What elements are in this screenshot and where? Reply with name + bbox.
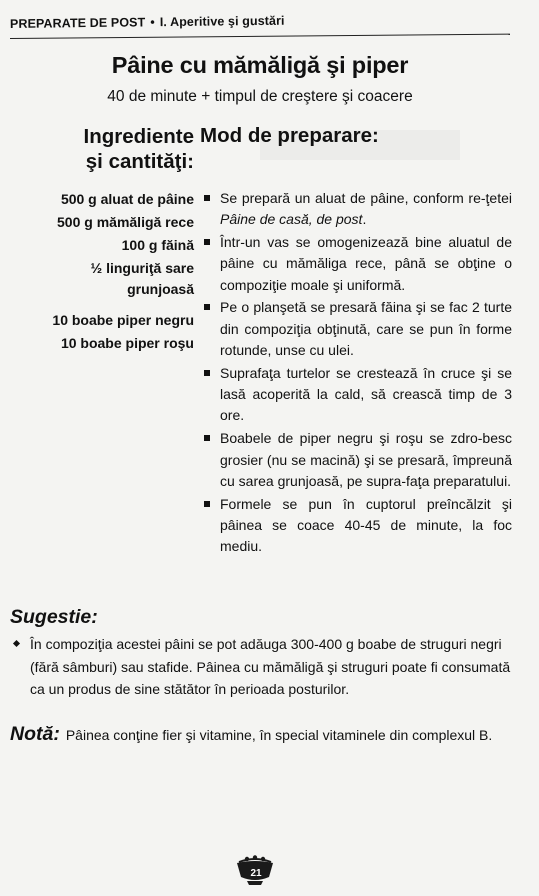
diamond-bullet-icon — [13, 640, 20, 647]
suggestion-body — [14, 633, 512, 701]
recipe-time: 40 de minute + timpul de creştere şi coacere — [107, 88, 413, 105]
preparation-step — [202, 428, 512, 492]
recipe-reference: Pâine de casă, de post — [220, 211, 363, 228]
square-bullet-icon — [204, 304, 210, 310]
ingredients-list — [12, 189, 194, 356]
ingredient-item: 500 g aluat de pâine — [60, 191, 194, 207]
recipe-title: Pâine cu mămăligă şi piper — [111, 52, 409, 78]
ingredient-item: 10 boabe piper roşu — [60, 335, 194, 351]
preparation-steps — [202, 188, 512, 559]
ingredients-heading — [22, 124, 194, 174]
header-chapter: I. Aperitive şi gustări — [159, 13, 285, 30]
step-text: Formele se pun în cuptorul preîncălzit şi pâinea se coace 40-45 de minute, la foc mediu. — [220, 495, 512, 555]
preparation-step — [202, 232, 512, 296]
square-bullet-icon — [204, 370, 210, 376]
preparation-step — [202, 297, 512, 361]
ingredient-item-continued: grunjoasă — [127, 281, 194, 297]
header-rule — [10, 34, 510, 39]
step-text: Pe o planşetă se presară făina şi se fac 2 turte din compoziţia obţinută, care se pun în forme rotunde, unse cu ulei. — [220, 299, 512, 359]
preparation-step — [202, 363, 512, 427]
page-number: 21 — [250, 868, 262, 879]
step-text: Boabele de piper negru şi roşu se zdro-besc grosier (nu se macină) şi se presară, împreună cu sarea grunjoasă, pe supra-faţa preparatului. — [220, 430, 512, 489]
preparation-step — [202, 188, 512, 231]
ingredient-item: 10 boabe piper negru — [52, 312, 194, 328]
step-text: Într-un vas se omogenizează bine aluatul de pâine cu mămăliga rece, până se obţine o compoziţie moale şi uniformă. — [220, 234, 512, 293]
ingredients-heading-line1: Ingrediente — [83, 125, 194, 148]
note — [10, 723, 520, 746]
preparation-step — [202, 494, 512, 558]
header-section: PREPARATE DE POST — [9, 15, 146, 31]
square-bullet-icon — [204, 239, 210, 245]
running-header — [10, 11, 510, 31]
ingredient-item: 100 g făină — [121, 237, 194, 253]
step-text-end: . — [362, 211, 367, 228]
header-separator: • — [150, 15, 155, 30]
preparation-heading: Mod de preparare: — [200, 124, 379, 147]
square-bullet-icon — [204, 501, 210, 507]
note-heading: Notă: — [10, 723, 60, 745]
ingredients-heading-line2: şi cantităţi: — [85, 150, 194, 173]
suggestion-heading: Sugestie: — [10, 606, 98, 628]
step-text: Suprafaţa turtelor se crestează în cruce şi se lasă acoperită la cald, să crească timp de 3 ore. — [220, 364, 512, 424]
suggestion-text: În compoziţia acestei pâini se pot adăuga 300-400 g boabe de struguri negri (fără sâmburi) sau stafide. Pâinea cu mămăligă şi struguri poate fi consumată ca un produs de sine stătător în perioada posturilor. — [30, 636, 511, 697]
step-text: Se prepară un aluat de pâine, conform re-ţetei — [220, 190, 512, 206]
square-bullet-icon — [204, 435, 210, 441]
note-text: Pâinea conţine fier şi vitamine, în special vitaminele din complexul B. — [65, 727, 493, 743]
ingredient-item: ½ linguriţă sare — [90, 260, 194, 276]
ingredient-item: 500 g mămăligă rece — [57, 214, 194, 230]
square-bullet-icon — [204, 195, 210, 201]
